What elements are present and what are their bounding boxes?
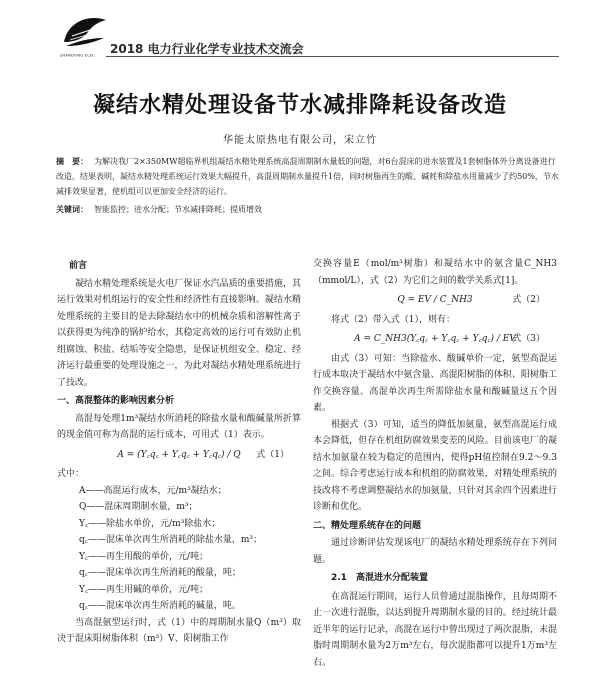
author-line: 华能太原热电有限公司，宋立竹 xyxy=(223,135,377,146)
abstract-text: 为解决我厂2×350MW超临界机组凝结水精处理系统高混周期制水量低的问题，对6台混床的进水装置及1套树脂体外分离设备进行改造。结果表明，凝结水精处理系统运行效果大幅提升，高混周期制水量提升1倍，同时树脂再生的酸、碱耗和除盐水用量减少了约50%，节水减排效果显著，使机组可以更加安全经济的运行。 xyxy=(56,157,559,196)
def-item: q꜀——混床单次再生所消耗的碱量，吨。 xyxy=(79,601,241,611)
conference-logo xyxy=(58,12,110,54)
conference-name: 2018 电力行业化学专业技术交流会 xyxy=(110,42,304,56)
def-item: q꜀——混床单次再生所消耗的除盐水量，m³； xyxy=(79,535,263,545)
equation-3-body: A = C_NH3(Y꜀q꜀ + Y꜀q꜀ + Y꜀q꜀) / EV xyxy=(354,334,516,344)
equation-1 xyxy=(57,447,301,464)
def-item: A——高混运行成本，元/m³凝结水； xyxy=(79,485,227,496)
equation-3 xyxy=(313,331,557,348)
left-column xyxy=(57,256,301,648)
subsection-2-1-heading: 2.1 高混进水分配装置 xyxy=(331,573,428,583)
analysis-paragraph: 由式（3）可知：当除盐水、酸碱单价一定，氨型高混运行成本取决于凝结水中氨含量、高混阳树脂的体积、阳树脂工作交换容量、高混单次再生所需除盐水量和酸碱量这五个因素。 xyxy=(313,353,557,413)
variable-definitions xyxy=(57,483,301,615)
where-label: 式中： xyxy=(57,469,85,479)
section-2-heading: 二、精处理系统存在的问题 xyxy=(313,520,422,531)
keywords-label: 关键词： xyxy=(56,205,88,214)
section-1-heading: 一、高混整体的影响因素分析 xyxy=(57,396,175,406)
analysis-paragraph-2: 根据式（3）可知，适当的降低加氨量，氨型高混运行成本会降低，但存在机组防腐效果变差的风险。目前该电厂的凝结水加氨量在较为稳定的范围内，使得pH值控制在9.2～9.3之间。综合考虑运行成本和机组的防腐效果，对精处理系统的技改将不考虑调整凝结水的加氨量，只针对其余四个因素进行诊断和优化。 xyxy=(313,419,557,512)
equation-1-number: 式（1） xyxy=(256,449,289,460)
logo-caption: SHANDONG ELEC xyxy=(60,53,95,58)
page-header xyxy=(0,0,600,62)
paper-title: 凝结水精处理设备节水减排降耗设备改造 xyxy=(92,93,507,118)
keywords-text: 智能监控；进水分配；节水减排降耗；提质增效 xyxy=(94,205,262,214)
subsection-2-1-paragraph: 在高混运行期间，运行人员曾通过混脂操作，且每周期不止一次进行混脂，以达到提升周期制水量的目的。经过统计最近半年的运行记录，高混在运行中曾出现过了两次混脂，未混脂时周期制水量为2万m³左右，每次混脂都可以提升1万m³左右。 xyxy=(313,591,557,668)
equation-3-number: 式（3） xyxy=(512,334,545,344)
abstract-label: 摘 要： xyxy=(56,157,88,166)
equation-1-body: A = (Y꜀q꜀ + Y꜀q꜀ + Y꜀q꜀) / Q xyxy=(117,449,241,460)
def-item: q꜀——混床单次再生所消耗的酸量，吨； xyxy=(79,568,241,578)
section-1-paragraph: 高混每处理1m³凝结水所消耗的除盐水量和酸碱量所折算的现金值可称为高混的运行成本，可用式（1）表示。 xyxy=(57,413,301,440)
header-rule xyxy=(106,56,559,57)
def-item: Y꜀——再生用碱的单价，元/吨； xyxy=(79,584,209,595)
equation-2-number: 式（2） xyxy=(512,295,545,305)
continued-paragraph: 交换容量E（mol/m³树脂）和凝结水中的氨含量C_NH3（mmol/L），式（2）为它们之间的数学关系式[1]。 xyxy=(313,259,557,286)
equation-2-body: Q = EV / C_NH3 xyxy=(397,295,473,305)
section-2-paragraph: 通过诊断评估发现该电厂的凝结水精处理系统存在下列问题。 xyxy=(313,538,557,565)
def-item: Y꜀——除盐水单价，元/m³除盐水； xyxy=(79,518,221,529)
keywords xyxy=(56,204,560,215)
def-item: Q——混床周期制水量，m³； xyxy=(79,502,198,512)
def-item: Y꜀——再生用酸的单价，元/吨； xyxy=(79,551,209,562)
intro-heading: 前言 xyxy=(69,261,88,271)
left-tail-paragraph: 当高混氨型运行时，式（1）中的周期制水量Q（m³）取决于混床阳树脂体积（m³）V、阳树脂工作 xyxy=(57,617,301,644)
substitution-paragraph: 将式（2）带入式（1），则有： xyxy=(331,314,455,325)
right-column xyxy=(313,256,557,671)
intro-paragraph: 凝结水精处理系统是火电厂保证水汽品质的重要措施，其运行效果对机组运行的安全性和经济性有直接影响。凝结水精处理系统的主要目的是去除凝结水中的机械杂质和溶解性离子以获得更为纯净的锅炉给水，其稳定高效的运行可有效防止机组腐蚀、积盐、结垢等安全隐患，是保证机组安全、稳定、经济运行最重要的处理设施之一，为此对凝结水精处理系统进行了技改。 xyxy=(57,278,301,388)
equation-2 xyxy=(313,292,557,309)
abstract xyxy=(56,154,560,199)
